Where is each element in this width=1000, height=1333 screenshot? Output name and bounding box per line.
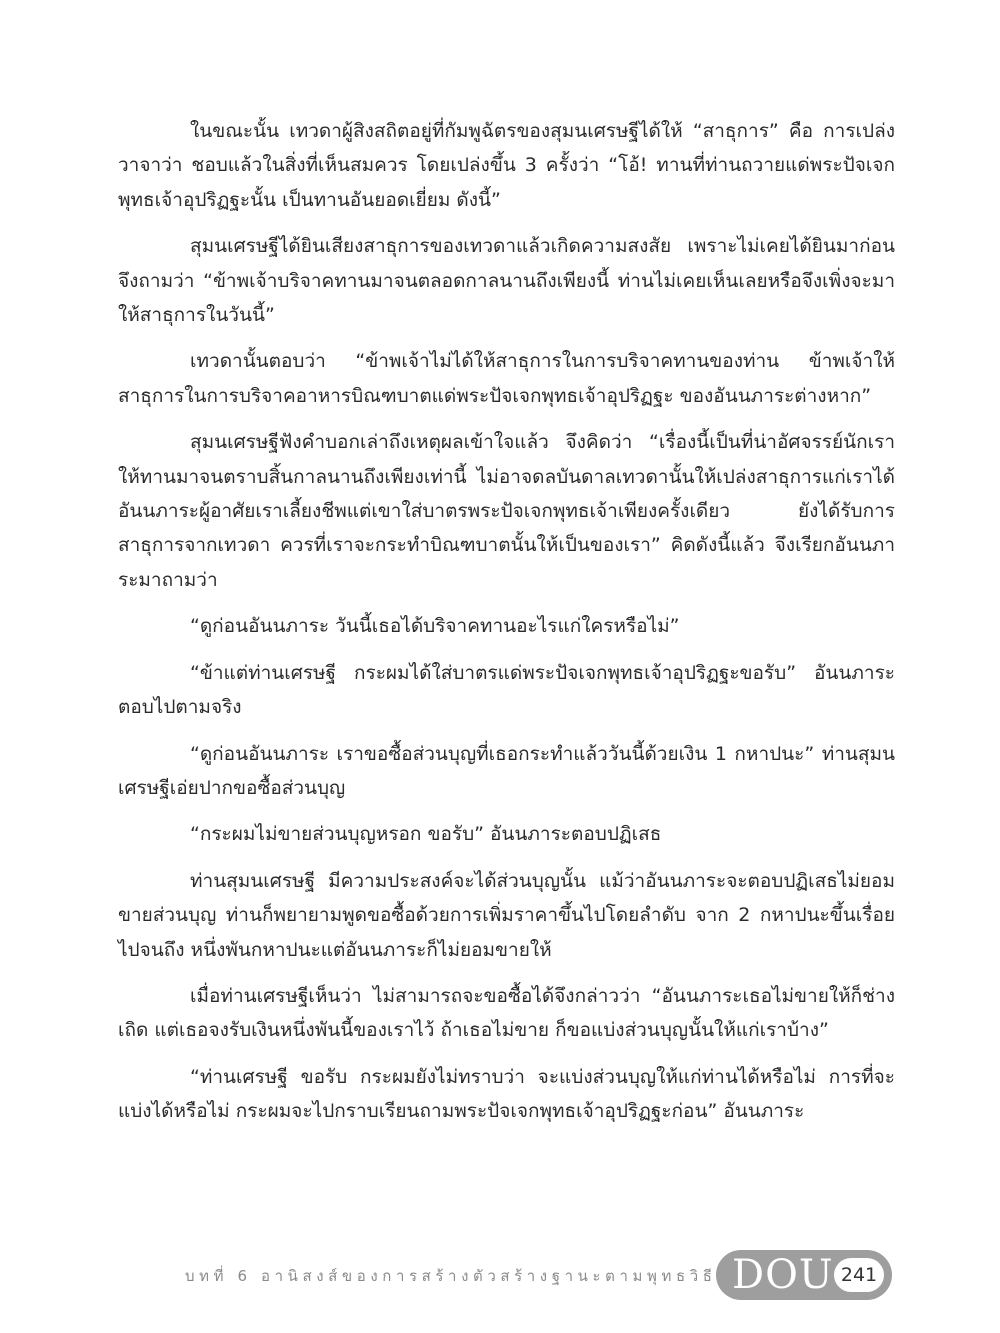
page-number: 241 — [840, 1264, 878, 1286]
publisher-logo: DOU — [732, 1252, 834, 1298]
paragraph: “ท่านเศรษฐี ขอรับ กระผมยังไม่ทราบว่า จะแบ่งส่วนบุญให้แก่ท่านได้หรือไม่ การที่จะแบ่งได้หรือไม่ กระผมจะไปกราบเรียนถามพระปัจเจกพุทธเจ้าอุปริฏฐะก่อน” อันนภาระ — [118, 1065, 895, 1123]
paragraph: สุมนเศรษฐีได้ยินเสียงสาธุการของเทวดาแล้วเกิดความสงสัย เพราะไม่เคยได้ยินมาก่อนจึงถามว่า “ข้าพเจ้าบริจาคทานมาจนตลอดกาลนานถึงเพียงนี้ ท่านไม่เคยเห็นเลยหรือจึงเพิ่งจะมาให้สาธุการในวันนี้” — [118, 235, 895, 327]
paragraph: เมื่อท่านเศรษฐีเห็นว่า ไม่สามารถจะขอซื้อได้จึงกล่าวว่า “อันนภาระเธอไม่ขายให้ก็ช่างเถิด แต่เธอจงรับเงินหนึ่งพันนี้ของเราไว้ ถ้าเธอไม่ขาย ก็ขอแบ่งส่วนบุญนั้นให้แก่เราบ้าง” — [118, 984, 895, 1042]
paragraph: สุมนเศรษฐีฟังคำบอกเล่าถึงเหตุผลเข้าใจแล้ว จึงคิดว่า “เรื่องนี้เป็นที่น่าอัศจรรย์นักเราให้ทานมาจนตราบสิ้นกาลนานถึงเพียงเท่านี้ ไม่อาจดลบันดาลเทวดานั้นให้เปล่งสาธุการแก่เราได้ อันนภาระผู้อาศัยเราเลี้ยงชีพแต่เขาใส่บาตรพระปัจเจกพุทธเจ้าเพียงครั้งเดียว ยังได้รับการสาธุการจากเทวดา ควรที่เราจะกระทำบิณฑบาตนั้นให้เป็นของเรา” คิดดังนี้แล้ว จึงเรียกอันนภาระมาถามว่า — [118, 431, 895, 591]
paragraph: “ดูก่อนอันนภาระ วันนี้เธอได้บริจาคทานอะไรแก่ใครหรือไม่” — [190, 615, 680, 638]
publisher-badge — [716, 1250, 892, 1300]
paragraph: “ข้าแต่ท่านเศรษฐี กระผมได้ใส่บาตรแด่พระปัจเจกพุทธเจ้าอุปริฏฐะขอรับ” อันนภาระตอบไปตามจริง — [118, 661, 895, 719]
chapter-title: บทที่ 6 อานิสงส์ของการสร้างตัวสร้างฐานะตามพุทธวิธี — [185, 1267, 717, 1285]
paragraph: “กระผมไม่ขายส่วนบุญหรอก ขอรับ” อันนภาระตอบปฏิเสธ — [190, 823, 662, 846]
page-number-pill — [834, 1258, 884, 1292]
paragraph: ท่านสุมนเศรษฐี มีความประสงค์จะได้ส่วนบุญนั้น แม้ว่าอันนภาระจะตอบปฏิเสธไม่ยอมขายส่วนบุญ ท่านก็พยายามพูดขอซื้อด้วยการเพิ่มราคาขึ้นไปโดยลำดับ จาก 2 กหาปนะขึ้นเรื่อยไปจนถึง หนึ่งพันกหาปนะแต่อันนภาระก็ไม่ยอมขายให้ — [118, 869, 895, 961]
page-footer — [0, 1250, 1000, 1302]
page-body — [118, 114, 895, 1141]
paragraph: “ดูก่อนอันนภาระ เราขอซื้อส่วนบุญที่เธอกระทำแล้ววันนี้ด้วยเงิน 1 กหาปนะ” ท่านสุมนเศรษฐีเอ่ยปากขอซื้อส่วนบุญ — [118, 742, 895, 799]
paragraph: ในขณะนั้น เทวดาผู้สิงสถิตอยู่ที่กัมพูฉัตรของสุมนเศรษฐีได้ให้ “สาธุการ” คือ การเปล่งวาจาว่า ชอบแล้วในสิ่งที่เห็นสมควร โดยเปล่งขึ้น 3 ครั้งว่า “โอ้! ทานที่ท่านถวายแด่พระปัจเจกพุทธเจ้าอุปริฏฐะนั้น เป็นทานอันยอดเยี่ยม ดังนี้” — [118, 120, 895, 211]
paragraph: เทวดานั้นตอบว่า “ข้าพเจ้าไม่ได้ให้สาธุการในการบริจาคทานของท่าน ข้าพเจ้าให้สาธุการในการบริจาคอาหารบิณฑบาตแด่พระปัจเจกพุทธเจ้าอุปริฏฐะ ของอันนภาระต่างหาก” — [118, 350, 895, 407]
